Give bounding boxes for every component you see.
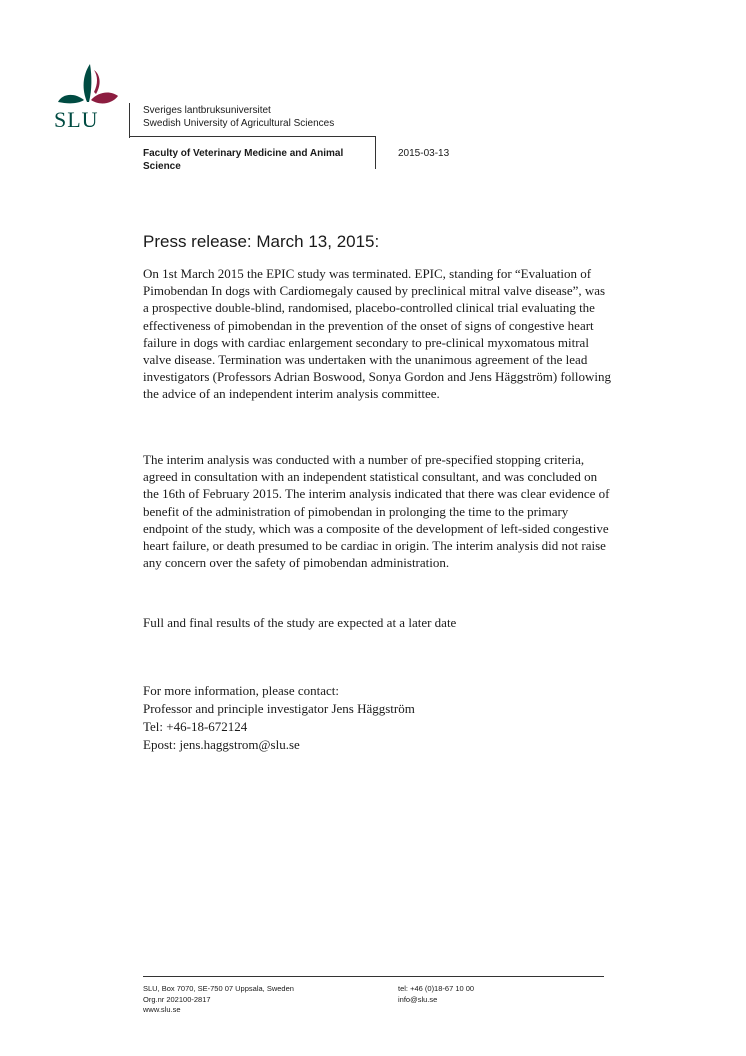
logo-curl-icon <box>94 70 100 94</box>
university-name-swedish: Sveriges lantbruksuniversitet <box>143 105 271 116</box>
contact-block <box>143 682 415 754</box>
contact-intro: For more information, please contact: <box>143 683 340 698</box>
footer-org-nr: Org.nr 202100-2817 <box>143 994 211 1004</box>
body-paragraph-2: The interim analysis was conducted with a number of pre-specified stopping criteria, agreed in consultation with an independent statistical consultant, and was concluded on the 16th of February 2015. The interim analysis indicated that there was clear evidence of benefit of the administration of pimobendan in prolonging the time to the primary endpoint of the study, which was a composite of the development of left-sided congestive heart failure, or death presumed to be cardiac in origin. The interim analysis did not raise any concern over the safety of pimobendan administration. <box>143 452 610 571</box>
footer-address: SLU, Box 7070, SE-750 07 Uppsala, Sweden <box>143 984 294 993</box>
footer-right <box>398 984 474 1005</box>
logo-text: SLU <box>54 107 99 132</box>
contact-person: Professor and principle investigator Jens Häggström <box>143 701 415 716</box>
logo-leaf-right-icon <box>91 93 118 104</box>
document-date: 2015-03-13 <box>398 148 450 159</box>
footer-tel: tel: +46 (0)18-67 10 00 <box>398 984 475 993</box>
body-paragraph-3: Full and final results of the study are expected at a later date <box>143 615 457 630</box>
body-paragraph-1: On 1st March 2015 the EPIC study was terminated. EPIC, standing for “Evaluation of Pimobendan In dogs with Cardiomegaly caused by preclinical mitral valve disease”, was a prospective double-blind, randomised, placebo-controlled clinical trial evaluating the effectiveness of pimobendan in the prevention of the onset of signs of congestive heart failure in dogs with cardiac enlargement secondary to pre-clinical myxomatous mitral valve disease. Termination was undertaken with the unanimous agreement of the lead investigators (Professors Adrian Boswood, Sonya Gordon and Jens Häggström) following the advice of an independent interim analysis committee. <box>143 266 611 402</box>
footer-email-link[interactable]: info@slu.se <box>398 994 438 1004</box>
logo-leaf-left-icon <box>58 95 84 103</box>
header-divider-horizontal <box>129 136 376 137</box>
contact-email[interactable]: Epost: jens.haggstrom@slu.se <box>143 737 300 752</box>
page-title: Press release: March 13, 2015: <box>143 232 380 251</box>
footer-left <box>143 984 294 1016</box>
contact-tel: Tel: +46-18-672124 <box>143 719 248 734</box>
footer-web-link[interactable]: www.slu.se <box>143 1005 181 1014</box>
university-name-english: Swedish University of Agricultural Sciences <box>143 118 335 129</box>
faculty-name: Faculty of Veterinary Medicine and Animal Science <box>143 148 344 172</box>
header-divider-vertical <box>129 103 130 138</box>
footer-divider <box>143 976 604 977</box>
header-divider-vertical-2 <box>375 136 376 169</box>
logo-stem-icon <box>84 64 92 102</box>
